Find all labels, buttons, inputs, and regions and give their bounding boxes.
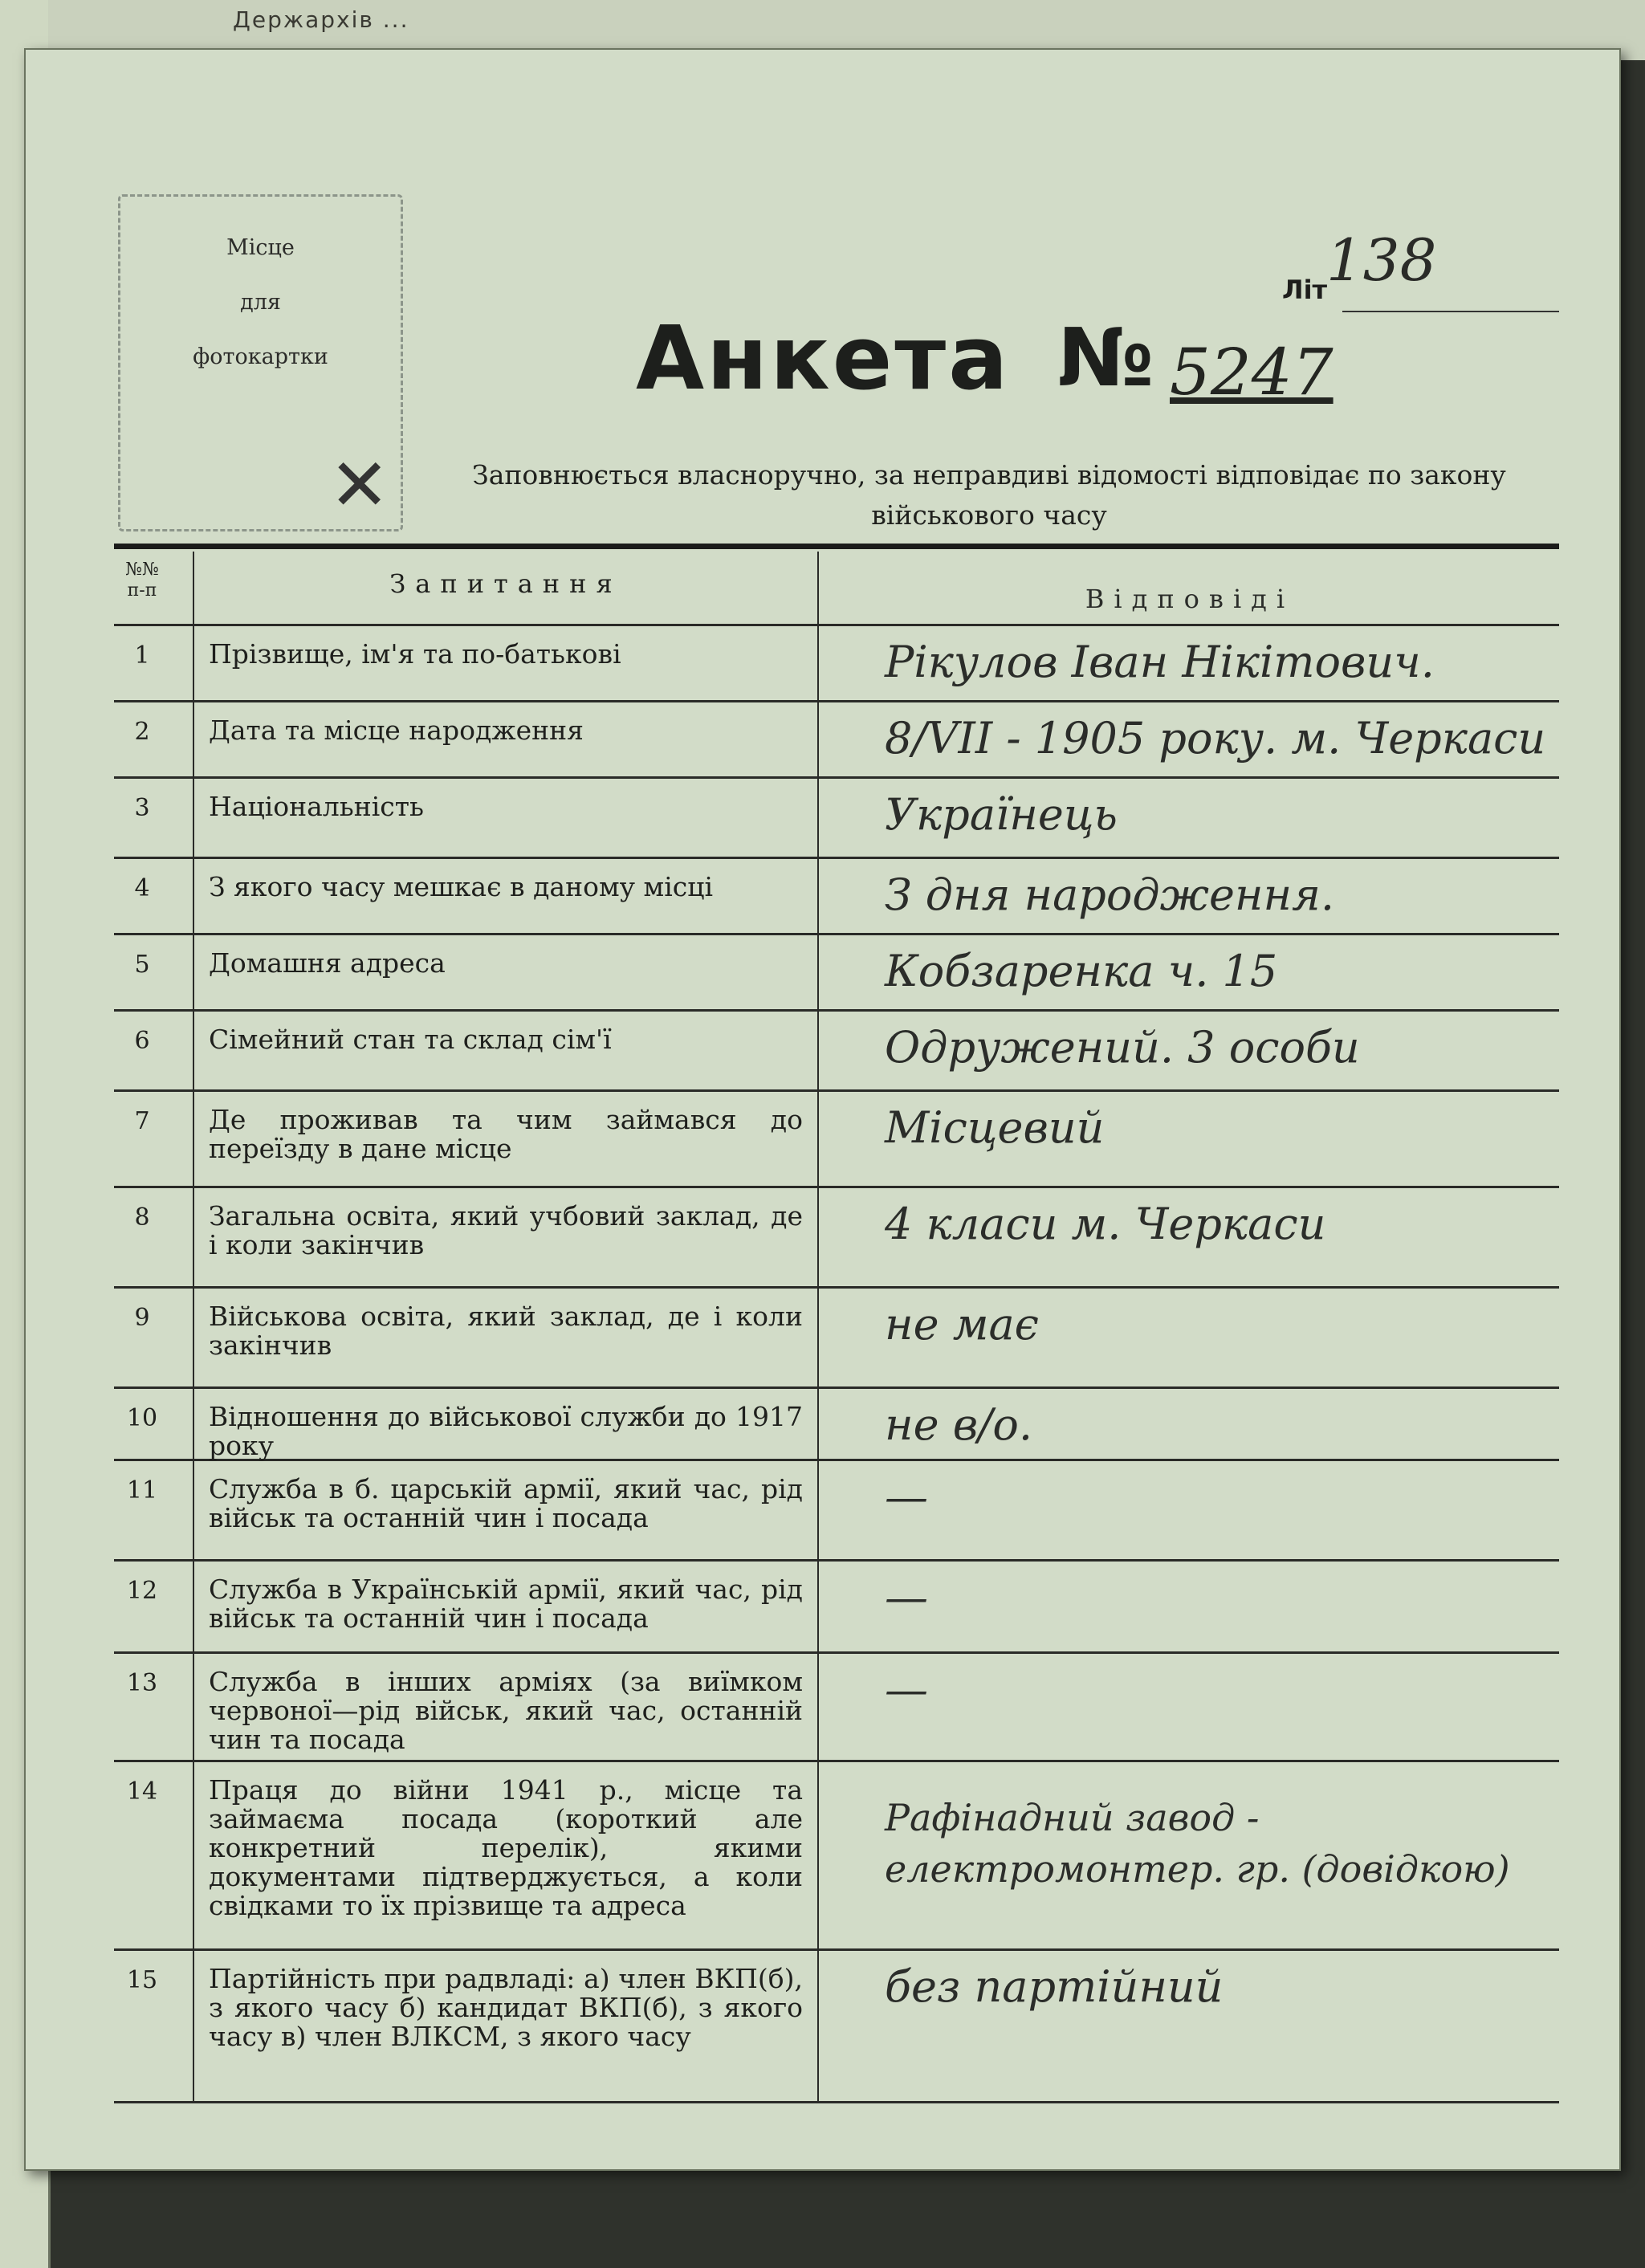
row-number: 4 <box>134 874 150 902</box>
table-row <box>114 857 1559 935</box>
row-question: Прізвище, ім'я та по-батькові <box>193 624 819 700</box>
row-question: Відношення до військової служби до 1917 року <box>193 1386 819 1459</box>
form-title: Анкета <box>636 307 1011 409</box>
archive-header: Держархів ... <box>233 6 409 33</box>
table-header <box>114 552 1559 626</box>
row-question: Праця до війни 1941 р., місце та займаєма посада (короткий але конкретний перелік), якими документами підтверджується, а коли свідками то їх прізвище та адреса <box>193 1760 819 1948</box>
table-row <box>114 1948 1559 2103</box>
row-answer: Місцевий <box>885 1102 1105 1153</box>
table-row <box>114 1760 1559 1951</box>
row-question: Військова освіта, який заклад, де і коли закінчив <box>193 1286 819 1386</box>
row-number: 6 <box>134 1027 150 1055</box>
row-answer: Кобзаренка ч. 15 <box>885 946 1278 996</box>
form-number: 5247 <box>1170 335 1334 409</box>
table-row <box>114 1651 1559 1762</box>
row-answer: без партійний <box>885 1961 1224 2012</box>
table-row <box>114 1009 1559 1092</box>
row-answer: Українець <box>885 789 1118 840</box>
photo-placeholder <box>118 194 403 531</box>
number-sign: № <box>1057 311 1154 405</box>
row-answer: 8/VII - 1905 року. м. Черкаси <box>885 713 1546 763</box>
row-question: Служба в Українській армії, який час, рід військ та останній чин і посада <box>193 1559 819 1651</box>
header-answer: Відповіді <box>1085 584 1295 614</box>
questionnaire-sheet <box>24 48 1621 2171</box>
header-question: Запитання <box>193 552 819 624</box>
row-number: 13 <box>126 1669 158 1697</box>
row-question: Сімейний стан та склад сім'ї <box>193 1009 819 1089</box>
row-number: 15 <box>126 1966 158 1994</box>
row-number: 5 <box>134 951 150 979</box>
row-answer: 4 класи м. Черкаси <box>885 1199 1326 1249</box>
row-answer: не в/о. <box>885 1399 1032 1450</box>
table-row <box>114 1286 1559 1389</box>
form-instruction: Заповнюється власноручно, за неправдиві відомості відповідає по закону військового часу <box>472 459 1506 531</box>
row-answer: Рікулов Іван Нікітович. <box>885 637 1435 687</box>
photo-label-line1: Місце <box>226 235 295 260</box>
row-answer: Одружений. 3 особи <box>885 1022 1360 1073</box>
row-question: Національність <box>193 776 819 857</box>
photo-label-line2: для <box>240 290 281 315</box>
row-question: Де проживав та чим займався до переїзду в дане місце <box>193 1089 819 1186</box>
row-question: Загальна освіта, який учбовий заклад, де і коли закінчив <box>193 1186 819 1286</box>
row-number: 9 <box>134 1304 150 1332</box>
photo-label-line3: фотокартки <box>193 344 328 369</box>
table-row <box>114 700 1559 779</box>
row-number: 10 <box>126 1404 158 1432</box>
row-number: 12 <box>126 1577 158 1605</box>
cross-mark: ✕ <box>329 443 390 527</box>
row-question: З якого часу мешкає в даному місці <box>193 857 819 933</box>
row-number: 3 <box>134 794 150 822</box>
row-answer: Рафінадний завод - електромонтер. гр. (довідкою) <box>885 1796 1510 1891</box>
row-number: 1 <box>134 641 150 670</box>
row-question: Домашня адреса <box>193 933 819 1009</box>
row-answer: — <box>885 1664 928 1715</box>
table-row <box>114 776 1559 859</box>
row-question: Служба в інших арміях (за виїмком червоної—рід військ, який час, останній чин та посада <box>193 1651 819 1760</box>
sheet-label: Літ <box>1282 275 1328 305</box>
row-number: 7 <box>134 1107 150 1135</box>
table-row <box>114 1089 1559 1188</box>
row-answer: — <box>885 1472 928 1522</box>
table-row <box>114 624 1559 702</box>
row-answer: не має <box>885 1299 1039 1350</box>
row-answer: З дня народження. <box>885 869 1334 920</box>
sheet-number-line <box>1342 311 1559 312</box>
row-question: Дата та місце народження <box>193 700 819 776</box>
row-number: 8 <box>134 1203 150 1232</box>
row-answer: — <box>885 1572 928 1623</box>
row-question: Служба в б. царській армії, який час, рід військ та останній чин і посада <box>193 1459 819 1559</box>
table-row <box>114 1386 1559 1461</box>
table-row <box>114 1459 1559 1562</box>
table-row <box>114 1559 1559 1654</box>
row-number: 2 <box>134 718 150 746</box>
row-number: 14 <box>126 1777 158 1806</box>
row-number: 11 <box>126 1476 158 1505</box>
row-question: Партійність при радвладі: а) член ВКП(б), з якого часу б) кандидат ВКП(б), з якого часу в) член ВЛКСМ, з якого часу <box>193 1948 819 2101</box>
table-row <box>114 933 1559 1012</box>
header-rule <box>114 544 1559 549</box>
sheet-number: 138 <box>1326 226 1437 294</box>
header-number: №№ п-п <box>125 560 159 601</box>
table-row <box>114 1186 1559 1289</box>
